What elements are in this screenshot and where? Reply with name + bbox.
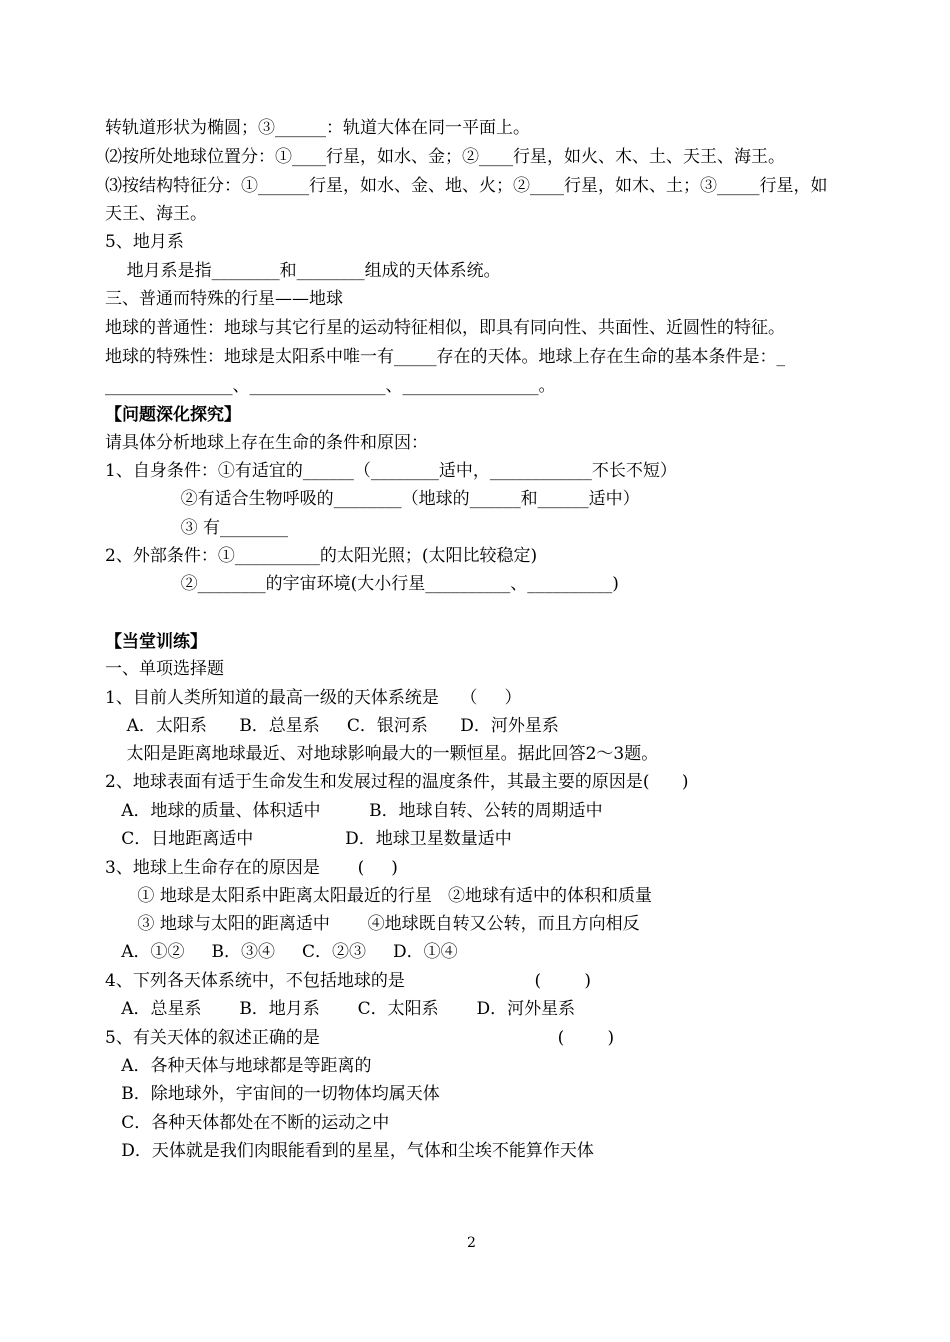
text-line: _______________、________________、________________。 (105, 376, 556, 396)
answer-option: A．各种天体与地球都是等距离的 (105, 1056, 372, 1076)
answer-options: A．太阳系 B．总星系 C．银河系 D．河外星系 (105, 716, 559, 736)
text-line: ②________的宇宙环境(大小行星__________、__________) (105, 574, 619, 594)
answer-option: D．天体就是我们肉眼能看到的星星，气体和尘埃不能算作天体 (105, 1141, 594, 1161)
text-line: 地球的普通性：地球与其它行星的运动特征相似，即具有同向性、共面性、近圆性的特征。 (105, 318, 785, 338)
answer-options: A．总星系 B．地月系 C．太阳系 D．河外星系 (105, 999, 576, 1019)
text-line: 太阳是距离地球最近、对地球影响最大的一颗恒星。据此回答2～3题。 (105, 744, 659, 764)
answer-option: C．各种天体都处在不断的运动之中 (105, 1113, 390, 1133)
section-heading: 一、单项选择题 (105, 659, 224, 679)
answer-options: A．地球的质量、体积适中 B．地球自转、公转的周期适中 (105, 801, 603, 821)
text-line: 地球的特殊性：地球是太阳系中唯一有_____存在的天体。地球上存在生命的基本条件是：_ (105, 347, 785, 367)
question: 4、下列各天体系统中，不包括地球的是 ( ) (105, 971, 592, 991)
text-line: ⑶按结构特征分：①______行星，如水、金、地、火；②____行星，如木、土；③_____行星，如 (105, 176, 828, 196)
question: 2、地球表面有适于生命发生和发展过程的温度条件，其最主要的原因是( ) (105, 772, 689, 792)
question: 5、有关天体的叙述正确的是 ( ) (105, 1028, 615, 1048)
section-heading: 【当堂训练】 (105, 632, 207, 652)
text-line: ⑵按所处地球位置分：①____行星，如水、金；②____行星，如火、木、土、天王、海王。 (105, 147, 785, 167)
answer-options: C．日地距离适中 D．地球卫星数量适中 (105, 829, 512, 849)
text-line: 2、外部条件：①__________的太阳光照；(太阳比较稳定) (105, 546, 538, 566)
answer-option: B．除地球外，宇宙间的一切物体均属天体 (105, 1084, 440, 1104)
text-line: 地月系是指________和________组成的天体系统。 (105, 261, 501, 281)
text-line: 天王、海王。 (105, 204, 207, 224)
text-line: 转轨道形状为椭圆；③______：轨道大体在同一平面上。 (105, 118, 530, 138)
question: 3、地球上生命存在的原因是 ( ) (105, 858, 398, 878)
section-heading: 三、普通而特殊的行星——地球 (105, 289, 343, 309)
text-line: 请具体分析地球上存在生命的条件和原因： (105, 433, 428, 453)
section-heading: 5、地月系 (105, 232, 184, 252)
text-line: 1、自身条件：①有适宜的______（________适中，____________不长不短） (105, 461, 677, 481)
text-line: ②有适合生物呼吸的________（地球的______和______适中） (105, 489, 640, 509)
page-number: 2 (467, 1235, 476, 1251)
section-heading: 【问题深化探究】 (105, 405, 241, 425)
text-line: ① 地球是太阳系中距离太阳最近的行星 ②地球有适中的体积和质量 (105, 886, 653, 906)
text-line: ③ 地球与太阳的距离适中 ④地球既自转又公转，而且方向相反 (105, 914, 640, 934)
text-line: ③ 有________ (105, 518, 289, 538)
question: 1、目前人类所知道的最高一级的天体系统是 （ ） (105, 688, 522, 708)
answer-options: A．①② B．③④ C．②③ D．①④ (105, 942, 458, 962)
